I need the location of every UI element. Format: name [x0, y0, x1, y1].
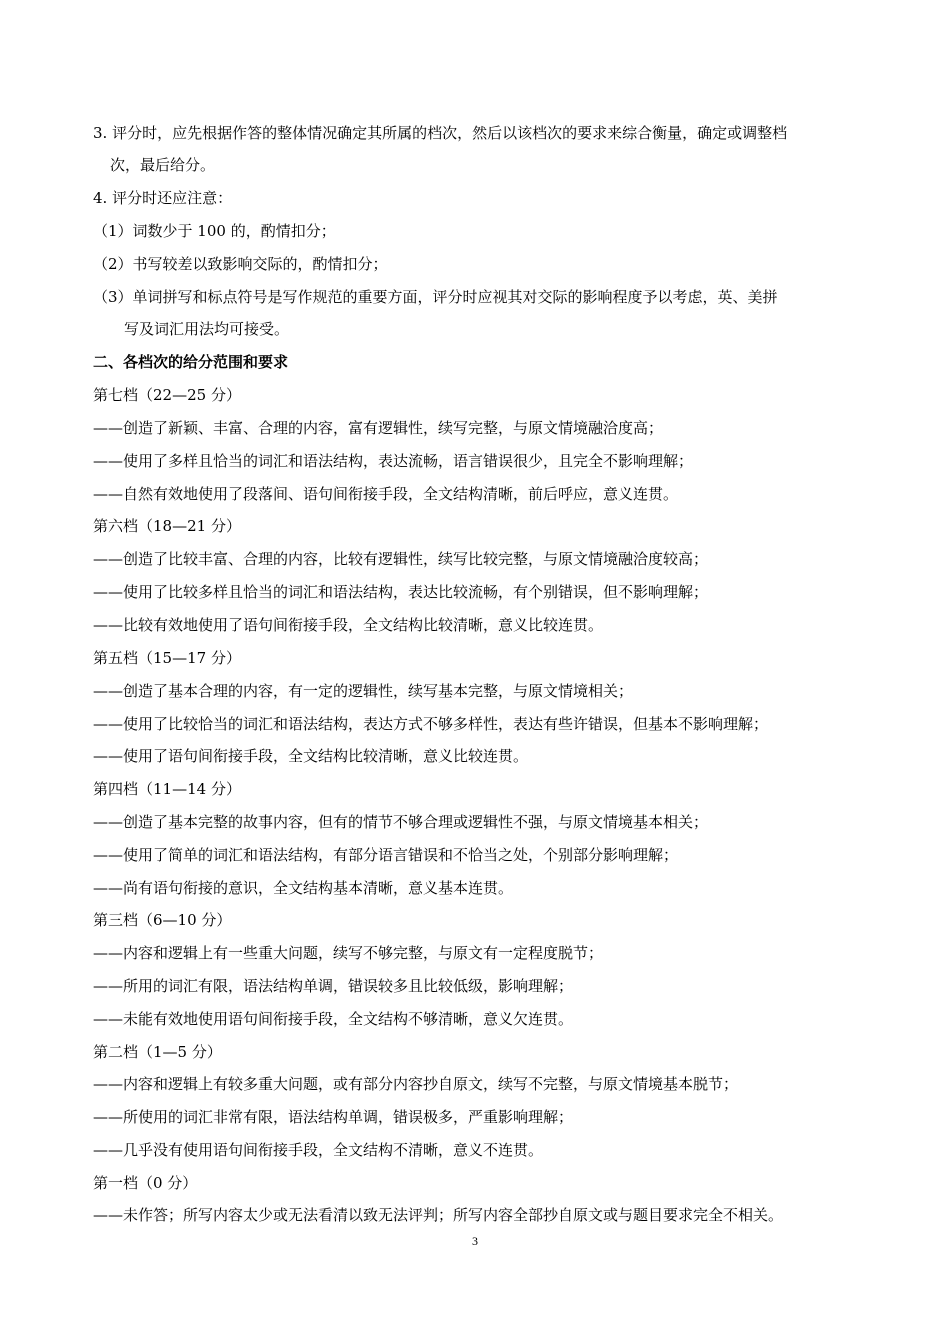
grade-item: ——创造了基本完整的故事内容，但有的情节不够合理或逻辑性不强，与原文情境基本相关； — [93, 813, 709, 831]
rule-4: 4. 评分时还应注意： — [93, 189, 233, 207]
grade-title: 第七档（22—25 分） — [93, 386, 241, 404]
grade-item: ——内容和逻辑上有较多重大问题，或有部分内容抄自原文，续写不完整，与原文情境基本脱节； — [93, 1075, 739, 1093]
grade-title: 第四档（11—14 分） — [93, 780, 241, 798]
grade-item: ——未作答；所写内容太少或无法看清以致无法评判；所写内容全部抄自原文或与题目要求完全不相关。 — [93, 1206, 784, 1224]
grade-title: 第五档（15—17 分） — [93, 649, 241, 667]
grade-item: ——使用了比较多样且恰当的词汇和语法结构，表达比较流畅，有个别错误，但不影响理解； — [93, 583, 709, 601]
rule-3-line-2: 次，最后给分。 — [110, 156, 216, 174]
grade-item: ——尚有语句衔接的意识，全文结构基本清晰，意义基本连贯。 — [93, 879, 514, 897]
grade-title: 第三档（6—10 分） — [93, 911, 232, 929]
grade-item: ——几乎没有使用语句间衔接手段，全文结构不清晰，意义不连贯。 — [93, 1141, 544, 1159]
grade-item: ——内容和逻辑上有一些重大问题，续写不够完整，与原文有一定程度脱节； — [93, 944, 604, 962]
grade-title: 第六档（18—21 分） — [93, 517, 241, 535]
rule-3-line-1: 3. 评分时，应先根据作答的整体情况确定其所属的档次，然后以该档次的要求来综合衡量，确定或调整档 — [93, 124, 788, 142]
rule-4-item-3-line-2: 写及词汇用法均可接受。 — [124, 320, 290, 338]
grade-item: ——自然有效地使用了段落间、语句间衔接手段，全文结构清晰，前后呼应，意义连贯。 — [93, 485, 679, 503]
grade-item: ——使用了简单的词汇和语法结构，有部分语言错误和不恰当之处，个别部分影响理解； — [93, 846, 679, 864]
grade-title: 第二档（1—5 分） — [93, 1043, 222, 1061]
page-number: 3 — [472, 1234, 478, 1248]
grade-title: 第一档（0 分） — [93, 1174, 198, 1192]
grade-item: ——比较有效地使用了语句间衔接手段，全文结构比较清晰，意义比较连贯。 — [93, 616, 604, 634]
grade-item: ——使用了比较恰当的词汇和语法结构，表达方式不够多样性，表达有些许错误，但基本不影响理解； — [93, 715, 769, 733]
grade-item: ——所用的词汇有限，语法结构单调，错误较多且比较低级，影响理解； — [93, 977, 574, 995]
grade-item: ——使用了多样且恰当的词汇和语法结构，表达流畅，语言错误很少，且完全不影响理解； — [93, 452, 694, 470]
grade-item: ——所使用的词汇非常有限，语法结构单调，错误极多，严重影响理解； — [93, 1108, 574, 1126]
rule-4-item-1: （1）词数少于 100 的，酌情扣分； — [93, 222, 336, 240]
rule-4-item-3-line-1: （3）单词拼写和标点符号是写作规范的重要方面，评分时应视其对交际的影响程度予以考虑，英、美拼 — [93, 288, 778, 306]
grade-item: ——创造了基本合理的内容，有一定的逻辑性，续写基本完整，与原文情境相关； — [93, 682, 634, 700]
grade-item: ——使用了语句间衔接手段，全文结构比较清晰，意义比较连贯。 — [93, 747, 529, 765]
section-heading: 二、各档次的给分范围和要求 — [93, 353, 289, 371]
grade-item: ——未能有效地使用语句间衔接手段，全文结构不够清晰，意义欠连贯。 — [93, 1010, 574, 1028]
rule-4-item-2: （2）书写较差以致影响交际的，酌情扣分； — [93, 255, 388, 273]
grade-item: ——创造了新颖、丰富、合理的内容，富有逻辑性，续写完整，与原文情境融洽度高； — [93, 419, 664, 437]
grade-item: ——创造了比较丰富、合理的内容，比较有逻辑性，续写比较完整，与原文情境融洽度较高； — [93, 550, 709, 568]
